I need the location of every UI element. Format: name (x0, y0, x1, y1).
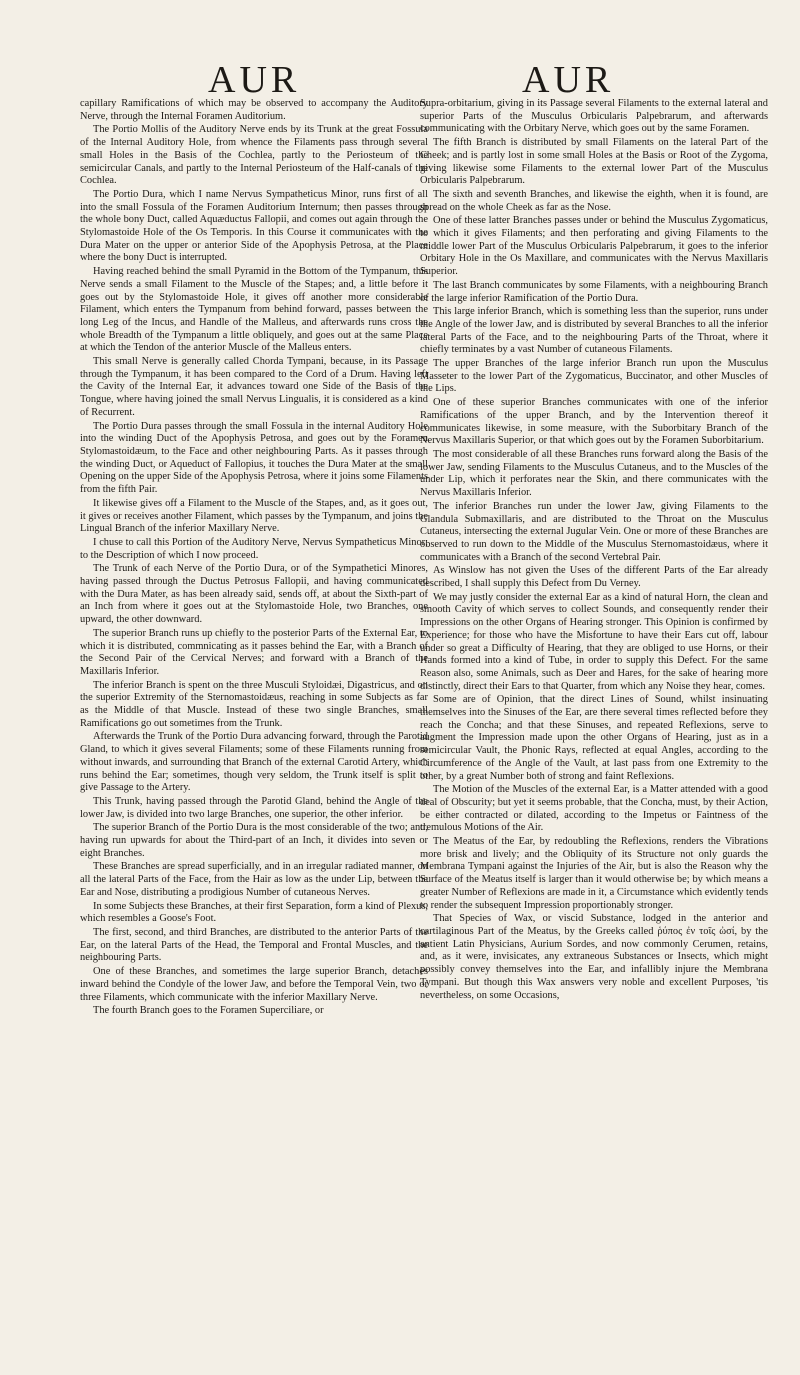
paragraph: This Trunk, having passed through the Parotid Gland, behind the Angle of the lower Jaw, is divided into two large Branches, one superior, the other inferior. (80, 795, 428, 820)
paragraph: The Portio Dura, which I name Nervus Sympatheticus Minor, runs first of all into the small Fossula of the Foramen Auditorium Internum; then passes through the whole bony Duct, called Aquæductus Fallopii, and comes out again through the Stylomastoide Hole of the Os Temporis. In this Course it communicates with the Dura Mater on the upper or anterior Side of the Apophysis Petrosa, at the Place where the bony Duct is interrupted. (80, 188, 428, 264)
paragraph: Having reached behind the small Pyramid in the Bottom of the Tympanum, this Nerve sends a small Filament to the Muscle of the Stapes; and, a little before it goes out by the Stylomastoide Hole, it gives off another more considerable Filament, which enters the Tympanum from behind forward, passes between the long Leg of the Incus, and Handle of the Malleus, and afterwards runs cross the whole Breadth of the Tympanum a little obliquely, and goes out at the same Place at which the Tendon of the anterior Muscle of the Malleus enters. (80, 266, 428, 354)
paragraph: Some are of Opinion, that the direct Lines of Sound, whilst insinuating themselves into the Sinuses of the Ear, are there several times reflected before they reach the Concha; and that these Sinuses, and repeated Reflexions, serve to augment the Impression made upon the other Organs of Hearing, just as in a semicircular Vault, the Phonic Rays, reflected at equal Angles, according to the Circumference of the Angle of the Vault, at last pass from one Extremity to the other, by a great Number both of strong and faint Reflexions. (420, 694, 768, 782)
paragraph: Afterwards the Trunk of the Portio Dura advancing forward, through the Parotid Gland, to which it gives several Filaments; some of these Filaments running from without inwards, and surrounding that Branch of the external Carotid Artery, which runs behind the Ear; sometimes, though very seldom, the Trunk itself is split to give Passage to the Artery. (80, 731, 428, 794)
paragraph: The upper Branches of the large inferior Branch run upon the Musculus Masseter to the lower Part of the Zygomaticus, Buccinator, and other Muscles of the Lips. (420, 358, 768, 395)
paragraph: This large inferior Branch, which is something less than the superior, runs under the Angle of the lower Jaw, and is distributed by several Branches to all the inferior lateral Parts of the Face, and to the neighbouring Parts of the Throat, where it chiefly terminates by a vast Number of cutaneous Filaments. (420, 306, 768, 356)
paragraph: The last Branch communicates by some Filaments, with a neighbouring Branch of the large inferior Ramification of the Portio Dura. (420, 279, 768, 304)
paragraph: I chuse to call this Portion of the Auditory Nerve, Nervus Sympatheticus Minor; to the Description of which I now proceed. (80, 536, 428, 561)
paragraph: The fourth Branch goes to the Foramen Superciliare, or (93, 1005, 324, 1017)
paragraph: The Motion of the Muscles of the external Ear, is a Matter attended with a good deal of Obscurity; but yet it seems probable, that the Concha, must, by their Action, be either contracted or dilated, according to the Impetus or Faintness of the tremulous Motions of the Air. (420, 784, 768, 834)
paragraph: The superior Branch runs up chiefly to the posterior Parts of the External Ear, to which it is distributed, commnicating as it passes behind the Ear, with a Branch of the Second Pair of the Cervical Nerves; and forward with a Branch of the Maxillaris Inferior. (80, 627, 428, 677)
paragraph: One of these latter Branches passes under or behind the Musculus Zygomaticus, to which it gives Filaments; and then perforating and giving Filaments to the middle lower Part of the Musculus Orbicularis Palpebrarum, it goes to the inferior Orbitary Hole in the Os Maxillare, and communicates with the Nervus Maxillaris Superior. (420, 215, 768, 278)
paragraph: The first, second, and third Branches, are distributed to the anterior Parts of the Ear, on the lateral Parts of the Head, the Temporal and Frontal Muscles, and the neighbouring Parts. (80, 927, 428, 964)
paragraph: Supra-orbitarium, giving in its Passage several Filaments to the external lateral and superior Parts of the Musculus Orbicularis Palpebrarum, and afterwards communicating with the Orbitary Nerve, which goes out by the same Foramen. (420, 98, 768, 135)
paragraph: It likewise gives off a Filament to the Muscle of the Stapes, and, as it goes out, it gives or receives another Filament, which passes by the Tympanum, and joins the Lingual Branch of the inferior Maxillary Nerve. (80, 497, 428, 535)
paragraph: This small Nerve is generally called Chorda Tympani, because, in its Passage through the Tympanum, it has been compared to the Cord of a Drum. Having left the Cavity of the Internal Ear, it advances toward one Side of the Basis of the Tongue, where having joined the small Nervus Lingualis, it is considered as a kind of Recurrent. (80, 356, 428, 418)
running-head-left: AUR (208, 59, 301, 101)
paragraph: The fifth Branch is distributed by small Filaments on the lateral Part of the Cheek; and is partly lost in some small Holes at the Basis or Root of the Zygoma, giving likewise some Filaments to the external lower Part of the Musculus Orbicularis Palpebrarum. (420, 137, 768, 187)
running-head-right: AUR (522, 59, 615, 101)
paragraph: The Trunk of each Nerve of the Portio Dura, or of the Sympathetici Minores, having passed through the Ductus Petrosus Fallopii, and having communicated with the Dura Mater, as has been already said, sends off, at about the Sixth-part of an Inch from where it goes out at the Stylomastoide Hole, two Branches, one upward, the other downward. (80, 563, 428, 626)
paragraph: The sixth and seventh Branches, and likewise the eighth, when it is found, are spread on the whole Cheek as far as the Nose. (420, 188, 768, 213)
paragraph: As Winslow has not given the Uses of the different Parts of the Ear already described, I shall supply this Defect from Du Verney. (420, 565, 768, 590)
left-column (80, 98, 428, 1018)
paragraph: That Species of Wax, or viscid Substance, lodged in the anterior and cartilaginous Part of the Meatus, by the Greeks called ῥύπος ἐν τοῖς ὠσί, by the antient Latin Physicians, Aurium Sordes, and now commonly Cerumen, retains, and, as it were, invisicates, any extraneous Substances or Insects, which might possibly convey themselves into the Ear, and infallibly injure the Membrana Tympani. But though this Wax answers very noble and excellent Purposes, 'tis nevertheless, on some Occasions, (420, 913, 768, 1001)
paragraph: The most considerable of all these Branches runs forward along the Basis of the lower Jaw, sending Filaments to the Musculus Cutaneus, and to the Muscles of the under Lip, which it perforates near the Skin, and there communicates with the Nervus Maxillaris Inferior. (420, 448, 768, 499)
paragraph: The Meatus of the Ear, by redoubling the Reflexions, renders the Vibrations more brisk and lively; and the Obliquity of its Structure not only guards the Membrana Tympani against the Injuries of the Air, but is also the Reason why the Surface of the Meatus itself is larger than it would otherwise be; by which means a greater Number of Reflexions are made in it, a Circumstance which evidently tends to render the subsequent Impression proportionably stronger. (420, 836, 768, 911)
paragraph: We may justly consider the external Ear as a kind of natural Horn, the clean and smooth Cavity of which serves to collect Sounds, and consequently render their Impressions on the other Organs of Hearing stronger. This Opinion is confirmed by Experience; for those who have the Misfortune to have their Ears cut off, labour under so great a Difficulty of Hearing, that they are obliged to use Horns, or their Hands formed into a kind of Tube, in order to supply this Defect. For the same Reason also, some Animals, such as Deer and Hares, for the sake of hearing more distinctly, direct their Ears to that Quarter, from which any Noise they hear, comes. (420, 591, 768, 692)
paragraph: One of these superior Branches communicates with one of the inferior Ramifications of the upper Branch, and by the Intervention thereof it communicates likewise, in some measure, with the Suborbitary Branch of the Nervus Maxillaris Superior, or that which goes out by the Foramen Suborbitarium. (420, 397, 768, 447)
paragraph: The Portio Dura passes through the small Fossula in the internal Auditory Hole into the winding Duct of the Apophysis Petrosa, and goes out by the Foramen Stylomastoidæum, to the Face and other neighbouring Parts. As it passes through the winding Duct, or Aqueduct of Fallopius, it touches the Dura Mater at the small Opening on the upper Side of the Apophysis Petrosa, where it joins some Filaments from the fifth Pair. (80, 420, 428, 496)
paragraph: These Branches are spread superficially, and in an irregular radiated manner, on all the lateral Parts of the Face, from the Hair as low as the under Lip, between the Ear and Nose, distributing a prodigious Number of cutaneous Nerves. (80, 861, 428, 898)
paragraph: capillary Ramifications of which may be observed to accompany the Auditory Nerve, through the Internal Foramen Auditorium. (80, 98, 428, 122)
paragraph: The inferior Branches run under the lower Jaw, giving Filaments to the Glandula Submaxillaris, and are distributed to the Throat on the Musculus Cutaneus, intersecting the external Jugular Vein. One or more of these Branches are observed to run down to the Middle of the Musculus Sternomastoidæus, where it communicates with a Branch of the second Vertebral Pair. (420, 500, 768, 563)
paragraph: The superior Branch of the Portio Dura is the most considerable of the two; and, having run upwards for about the Third-part of an Inch, it divides into seven or eight Branches. (80, 822, 428, 859)
paragraph: The Portio Mollis of the Auditory Nerve ends by its Trunk at the great Fossula of the Internal Auditory Hole, from whence the Filaments pass through several small Holes in the Basis of the Cochlea, partly to the Periosteum of the semicircular Canals, and partly to the Internal Periosteum of the Half-canals of the Cochlea. (80, 124, 428, 187)
paragraph: The inferior Branch is spent on the three Musculi Styloidæi, Digastricus, and on the superior Extremity of the Sternomastoidæus, reaching in some Subjects as far as the Middle of that Muscle. Instead of these two single Branches, small Ramifications go out sometimes from the Trunk. (80, 679, 428, 729)
paragraph: In some Subjects these Branches, at their first Separation, form a kind of Plexus, which resembles a Goose's Foot. (80, 900, 428, 925)
paragraph: One of these Branches, and sometimes the large superior Branch, detaches inward behind the Condyle of the lower Jaw, and before the Temporal Vein, two or three Filaments, which communicate with the inferior Maxillary Nerve. (80, 966, 428, 1003)
right-column (420, 98, 768, 1002)
